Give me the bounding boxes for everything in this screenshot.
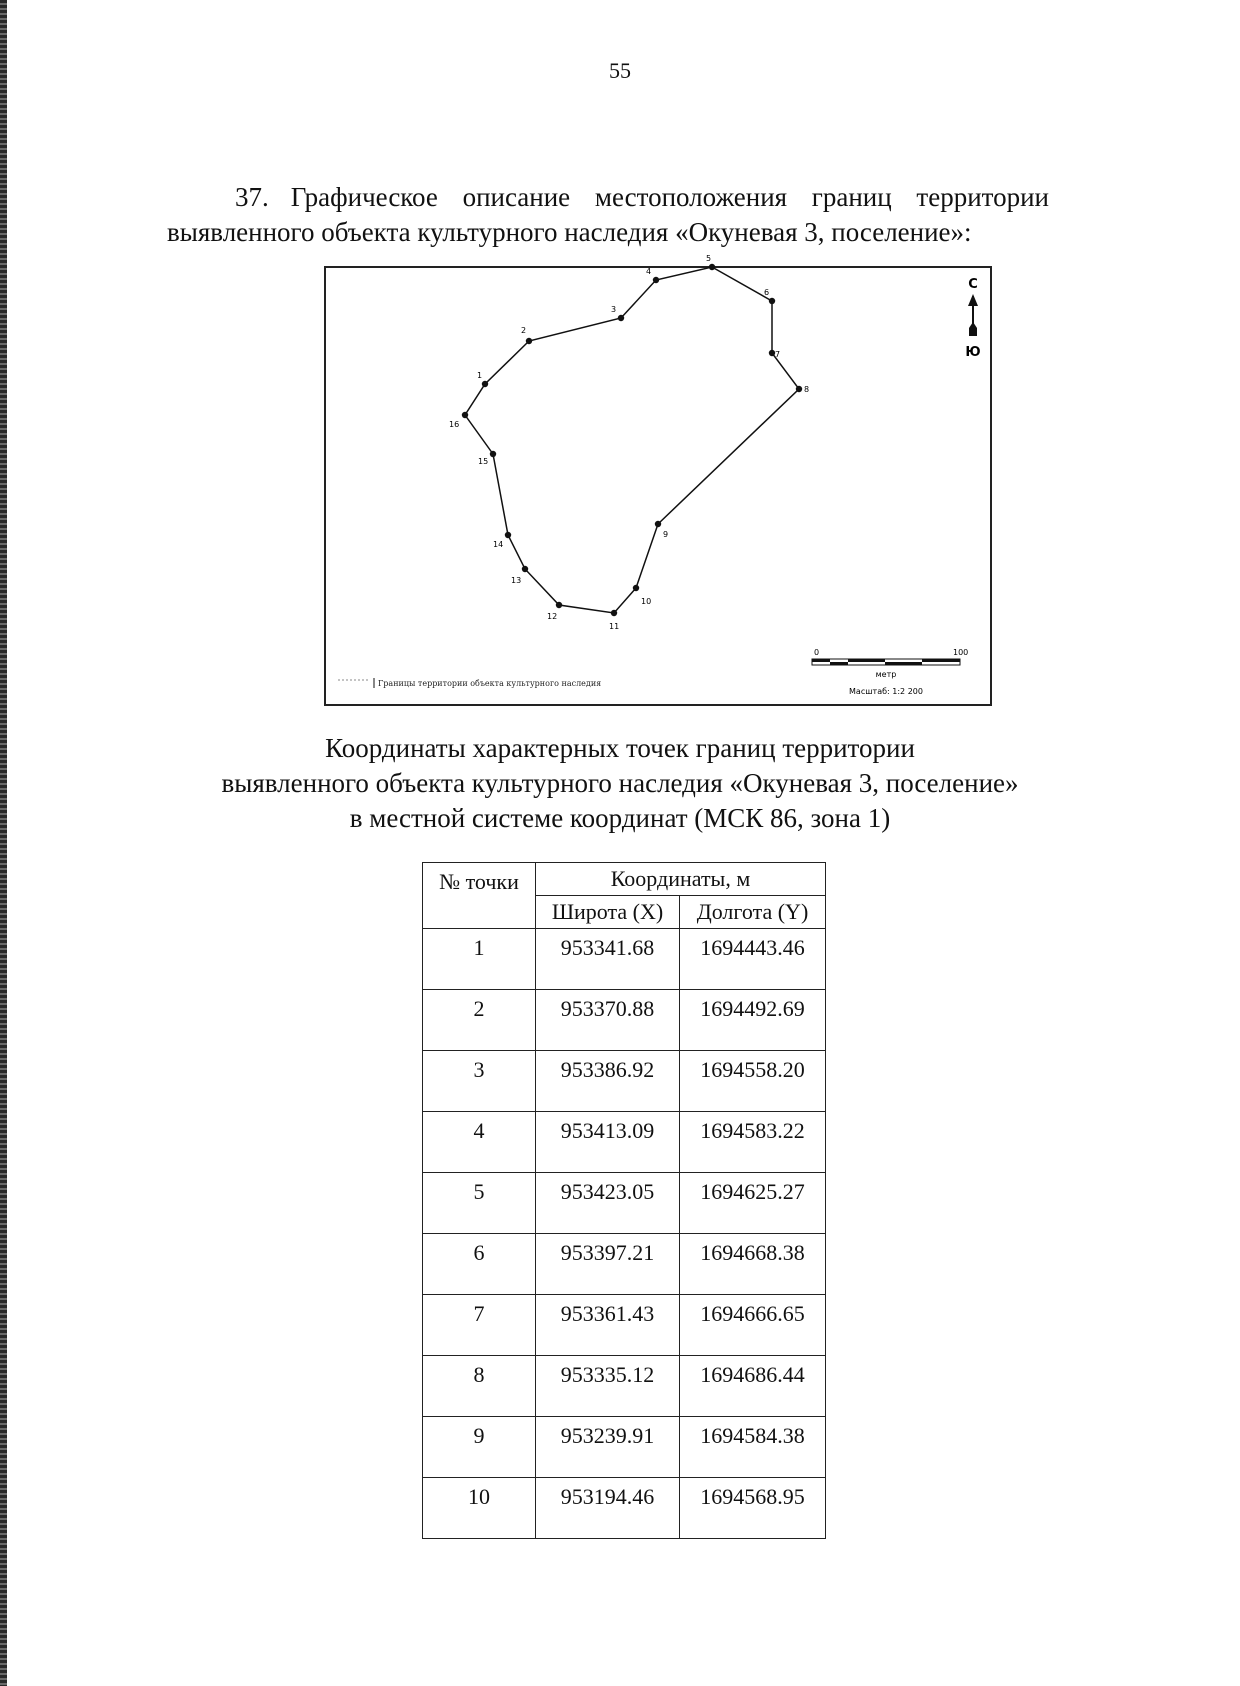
boundary-point-label-10: 10 xyxy=(641,597,652,606)
cell-point-number: 4 xyxy=(423,1112,536,1173)
boundary-point-label-8: 8 xyxy=(804,385,810,394)
boundary-point-1 xyxy=(482,381,488,387)
boundary-map-drawing xyxy=(326,254,990,704)
boundary-point-label-6: 6 xyxy=(764,288,770,297)
cell-y: 1694568.95 xyxy=(680,1478,826,1539)
cell-x: 953335.12 xyxy=(536,1356,680,1417)
cell-point-number: 7 xyxy=(423,1295,536,1356)
cell-point-number: 10 xyxy=(423,1478,536,1539)
cell-y: 1694625.27 xyxy=(680,1173,826,1234)
south-arrow-tail xyxy=(969,322,977,336)
boundary-point-6 xyxy=(769,298,775,304)
table-row xyxy=(423,990,826,1051)
scale-start: 0 xyxy=(814,648,820,657)
boundary-point-10 xyxy=(633,585,639,591)
boundary-point-label-4: 4 xyxy=(646,267,652,276)
boundary-point-label-7: 7 xyxy=(775,350,781,359)
boundary-map xyxy=(324,254,992,706)
cell-x: 953341.68 xyxy=(536,929,680,990)
cell-point-number: 3 xyxy=(423,1051,536,1112)
cell-point-number: 5 xyxy=(423,1173,536,1234)
boundary-point-15 xyxy=(490,451,496,457)
heading-line-1: Графическое описание местоположения границ территории xyxy=(290,182,1049,212)
boundary-point-13 xyxy=(522,566,528,572)
coordinates-title xyxy=(0,731,1240,836)
cell-point-number: 8 xyxy=(423,1356,536,1417)
table-row xyxy=(423,1051,826,1112)
boundary-point-label-5: 5 xyxy=(706,254,712,263)
boundary-point-12 xyxy=(556,602,562,608)
boundary-point-label-16: 16 xyxy=(449,420,460,429)
boundary-point-16 xyxy=(462,412,468,418)
cell-y: 1694668.38 xyxy=(680,1234,826,1295)
coordinates-title-line-3: в местной системе координат (МСК 86, зона 1) xyxy=(349,803,891,833)
cell-y: 1694666.65 xyxy=(680,1295,826,1356)
cell-x: 953386.92 xyxy=(536,1051,680,1112)
table-row xyxy=(423,1173,826,1234)
scale-ratio: Масштаб: 1:2 200 xyxy=(849,687,923,696)
coordinates-title-line-2: выявленного объекта культурного наследия «Окуневая 3, поселение» xyxy=(221,768,1019,798)
boundary-point-11 xyxy=(611,610,617,616)
scan-edge xyxy=(0,0,7,1686)
cell-x: 953239.91 xyxy=(536,1417,680,1478)
boundary-point-2 xyxy=(526,338,532,344)
boundary-point-label-9: 9 xyxy=(663,530,669,539)
header-coordinates: Координаты, м xyxy=(536,863,826,896)
cell-y: 1694492.69 xyxy=(680,990,826,1051)
north-arrow-head xyxy=(968,294,978,306)
south-label: Ю xyxy=(965,345,981,360)
boundary-point-label-3: 3 xyxy=(611,305,617,314)
scale-unit: метр xyxy=(875,670,897,679)
cell-y: 1694583.22 xyxy=(680,1112,826,1173)
boundary-point-label-11: 11 xyxy=(609,622,620,631)
page-number: 55 xyxy=(609,58,631,83)
cell-y: 1694584.38 xyxy=(680,1417,826,1478)
cell-point-number: 2 xyxy=(423,990,536,1051)
header-latitude-x: Широта (X) xyxy=(536,896,680,929)
section-heading xyxy=(167,180,1049,250)
boundary-point-label-15: 15 xyxy=(478,457,489,466)
coordinates-table xyxy=(422,862,826,1539)
cell-y: 1694443.46 xyxy=(680,929,826,990)
north-label: С xyxy=(968,277,978,292)
boundary-point-label-12: 12 xyxy=(547,612,558,621)
north-arrow xyxy=(965,277,980,360)
boundary-points xyxy=(449,254,809,631)
legend-label: Границы территории объекта культурного наследия xyxy=(378,679,602,688)
header-longitude-y: Долгота (Y) xyxy=(680,896,826,929)
cell-x: 953194.46 xyxy=(536,1478,680,1539)
boundary-point-5 xyxy=(709,264,715,270)
boundary-point-3 xyxy=(618,315,624,321)
boundary-point-label-2: 2 xyxy=(521,326,527,335)
header-point-number: № точки xyxy=(423,863,536,929)
table-row xyxy=(423,1478,826,1539)
cell-x: 953361.43 xyxy=(536,1295,680,1356)
boundary-point-9 xyxy=(655,521,661,527)
table-row xyxy=(423,1112,826,1173)
cell-point-number: 9 xyxy=(423,1417,536,1478)
cell-y: 1694558.20 xyxy=(680,1051,826,1112)
boundary-point-8 xyxy=(796,386,802,392)
cell-point-number: 1 xyxy=(423,929,536,990)
scale-bar xyxy=(812,648,968,696)
table-row xyxy=(423,929,826,990)
legend xyxy=(338,678,601,688)
cell-x: 953413.09 xyxy=(536,1112,680,1173)
heading-line-2: выявленного объекта культурного наследия «Окуневая 3, поселение»: xyxy=(167,217,972,247)
table-row xyxy=(423,1356,826,1417)
boundary-point-14 xyxy=(505,532,511,538)
table-row xyxy=(423,1234,826,1295)
boundary-point-4 xyxy=(653,277,659,283)
cell-x: 953423.05 xyxy=(536,1173,680,1234)
coordinates-title-line-1: Координаты характерных точек границ территории xyxy=(325,733,915,763)
boundary-polygon xyxy=(465,267,799,613)
cell-x: 953370.88 xyxy=(536,990,680,1051)
boundary-point-label-13: 13 xyxy=(511,576,522,585)
cell-point-number: 6 xyxy=(423,1234,536,1295)
scale-end: 100 xyxy=(953,648,969,657)
section-number: 37. xyxy=(235,182,269,212)
boundary-point-label-14: 14 xyxy=(493,540,504,549)
table-row xyxy=(423,1295,826,1356)
table-row xyxy=(423,1417,826,1478)
cell-y: 1694686.44 xyxy=(680,1356,826,1417)
cell-x: 953397.21 xyxy=(536,1234,680,1295)
boundary-point-label-1: 1 xyxy=(477,371,483,380)
